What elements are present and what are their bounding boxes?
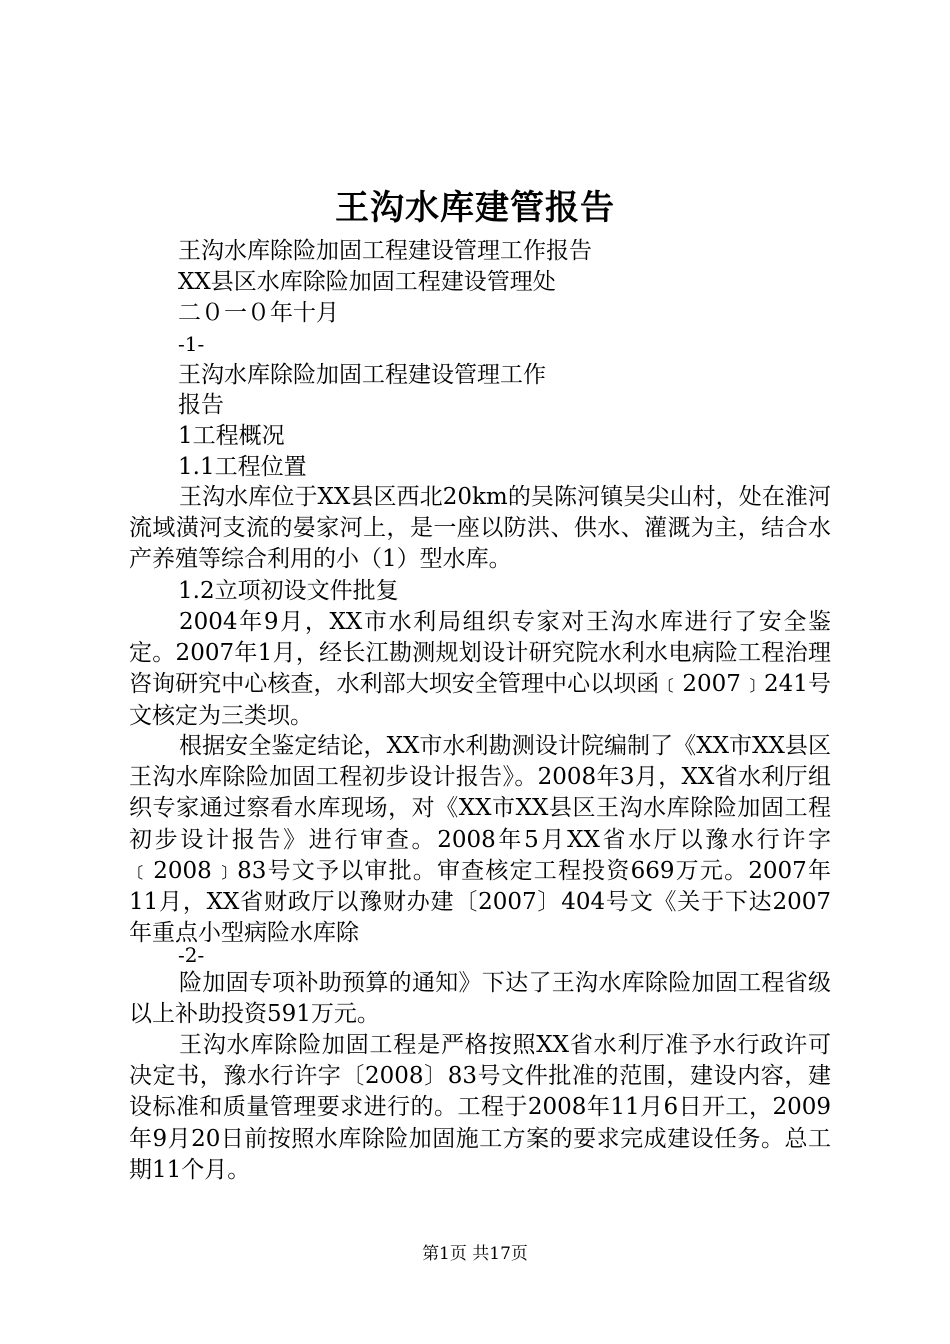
page-footer: 第1页 共17页 [422,1244,528,1264]
page-marker-2: -2- [178,943,205,967]
report-heading-continued: 报告 [178,392,224,418]
paragraph-construction: 王沟水库除险加固工程是严格按照XX省水利厅准予水行政许可决定书，豫水行许字〔2008〕83号文件批准的范围，建设内容，建设标准和质量管理要求进行的。工程于2008年11月6日开工，2009年9月20日前按照水库除险加固施工方案的要求完成建设任务。总工期11个月。 [129,1032,831,1183]
issuing-organization: XX县区水库除险加固工程建设管理处 [178,269,556,295]
report-subtitle: 王沟水库除险加固工程建设管理工作报告 [178,238,592,264]
paragraph-safety-appraisal: 2004年9月，XX市水利局组织专家对王沟水库进行了安全鉴定。2007年1月，经长江勘测规划设计研究院水利水电病险工程治理咨询研究中心核查，水利部大坝安全管理中心以坝函﹝2007﹞241号文核定为三类坝。 [129,609,831,729]
report-heading: 王沟水库除险加固工程建设管理工作 [178,362,546,388]
section-heading-1-2: 1.2立项初设文件批复 [178,578,399,604]
page-marker-1: -1- [178,332,205,356]
section-heading-1: 1工程概况 [178,423,285,449]
document-title: 王沟水库建管报告 [335,188,615,228]
report-date: 二０一０年十月 [178,300,339,326]
paragraph-location: 王沟水库位于XX县区西北20km的吴陈河镇吴尖山村，处在淮河流域潢河支流的晏家河上，是一座以防洪、供水、灌溉为主，结合水产养殖等综合利用的小（1）型水库。 [129,484,831,573]
paragraph-design-approval: 根据安全鉴定结论，XX市水利勘测设计院编制了《XX市XX县区王沟水库除险加固工程初步设计报告》。2008年3月，XX省水利厅组织专家通过察看水库现场，对《XX市XX县区王沟水库除险加固工程初步设计报告》进行审查。2008年5月XX省水厅以豫水行许字﹝2008﹞83号文予以审批。审查核定工程投资669万元。2007年11月，XX省财政厅以豫财办建〔2007〕404号文《关于下达2007年重点小型病险水库除 [129,733,831,947]
paragraph-subsidy: 险加固专项补助预算的通知》下达了王沟水库除险加固工程省级以上补助投资591万元。 [129,970,831,1028]
section-heading-1-1: 1.1工程位置 [178,454,307,480]
